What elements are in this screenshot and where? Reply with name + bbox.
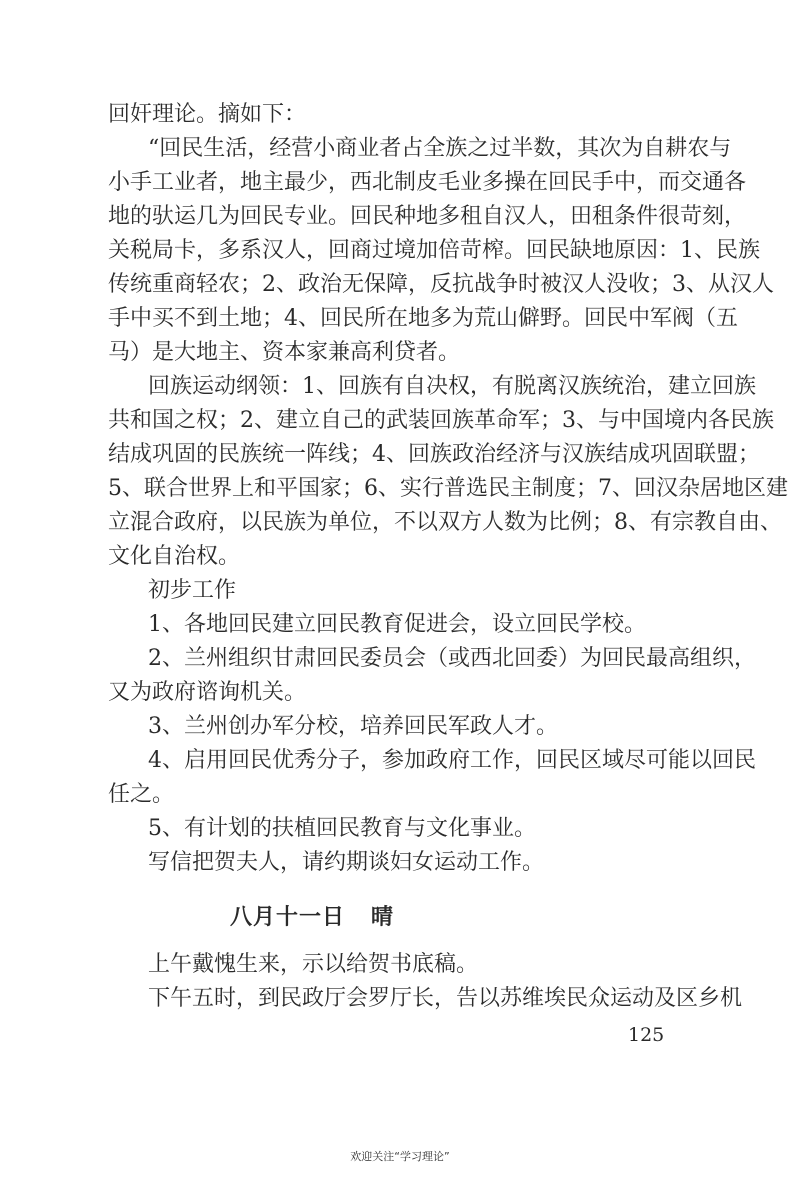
text-line: 共和国之权；2、建立自己的武装回族革命军；3、与中国境内各民族	[108, 408, 774, 433]
text-line: 传统重商轻农；2、政治无保障，反抗战争时被汉人没收；3、从汉人	[108, 272, 774, 297]
text-line: 5、联合世界上和平国家；6、实行普选民主制度；7、回汉杂居地区建	[108, 476, 788, 501]
text-line: 立混合政府，以民族为单位，不以双方人数为比例；8、有宗教自由、	[108, 510, 782, 535]
text-line: 1、各地回民建立回民教育促进会，设立回民学校。	[148, 612, 646, 637]
body-text	[108, 98, 788, 880]
text-line: 关税局卡，多系汉人，回商过境加倍苛榨。回民缺地原因：1、民族	[108, 238, 760, 263]
text-line: 2、兰州组织甘肃回民委员会（或西北回委）为回民最高组织，	[148, 646, 756, 671]
text-line: 回族运动纲领：1、回族有自决权，有脱离汉族统治，建立回族	[148, 374, 756, 399]
text-line: 文化自治权。	[108, 544, 241, 569]
text-line: 回奸理论。摘如下：	[108, 102, 307, 127]
text-line: 手中买不到土地；4、回民所在地多为荒山僻野。回民中军阀（五	[108, 306, 738, 331]
entry-text	[108, 948, 743, 1016]
text-line: 写信把贺夫人，请约期谈妇女运动工作。	[148, 850, 545, 875]
text-line: 任之。	[108, 782, 175, 807]
diary-date: 八月十一日	[230, 905, 346, 930]
text-line: 地的驮运几为回民专业。回民种地多租自汉人，田租条件很苛刻，	[108, 204, 747, 229]
text-line: 小手工业者，地主最少，西北制皮毛业多操在回民手中，而交通各	[108, 170, 747, 195]
text-line: 下午五时，到民政厅会罗厅长，告以苏维埃民众运动及区乡机	[148, 986, 743, 1011]
diary-weather: 晴	[371, 905, 395, 930]
footer-watermark: 欢迎关注“学习理论”	[350, 1150, 450, 1163]
text-line: “回民生活，经营小商业者占全族之过半数，其次为自耕农与	[148, 136, 732, 161]
text-line: 又为政府谘询机关。	[108, 680, 307, 705]
page-number: 125	[628, 1024, 665, 1046]
text-line: 上午戴愧生来，示以给贺书底稿。	[148, 952, 479, 977]
text-line: 3、兰州创办军分校，培养回民军政人才。	[148, 714, 558, 739]
diary-date-heading	[230, 900, 394, 931]
text-line: 马）是大地主、资本家兼高利贷者。	[108, 340, 461, 365]
text-line: 结成巩固的民族统一阵线；4、回族政治经济与汉族结成巩固联盟；	[108, 442, 760, 467]
text-line: 初步工作	[148, 578, 237, 603]
text-line: 4、启用回民优秀分子，参加政府工作，回民区域尽可能以回民	[148, 748, 756, 773]
text-line: 5、有计划的扶植回民教育与文化事业。	[148, 816, 536, 841]
